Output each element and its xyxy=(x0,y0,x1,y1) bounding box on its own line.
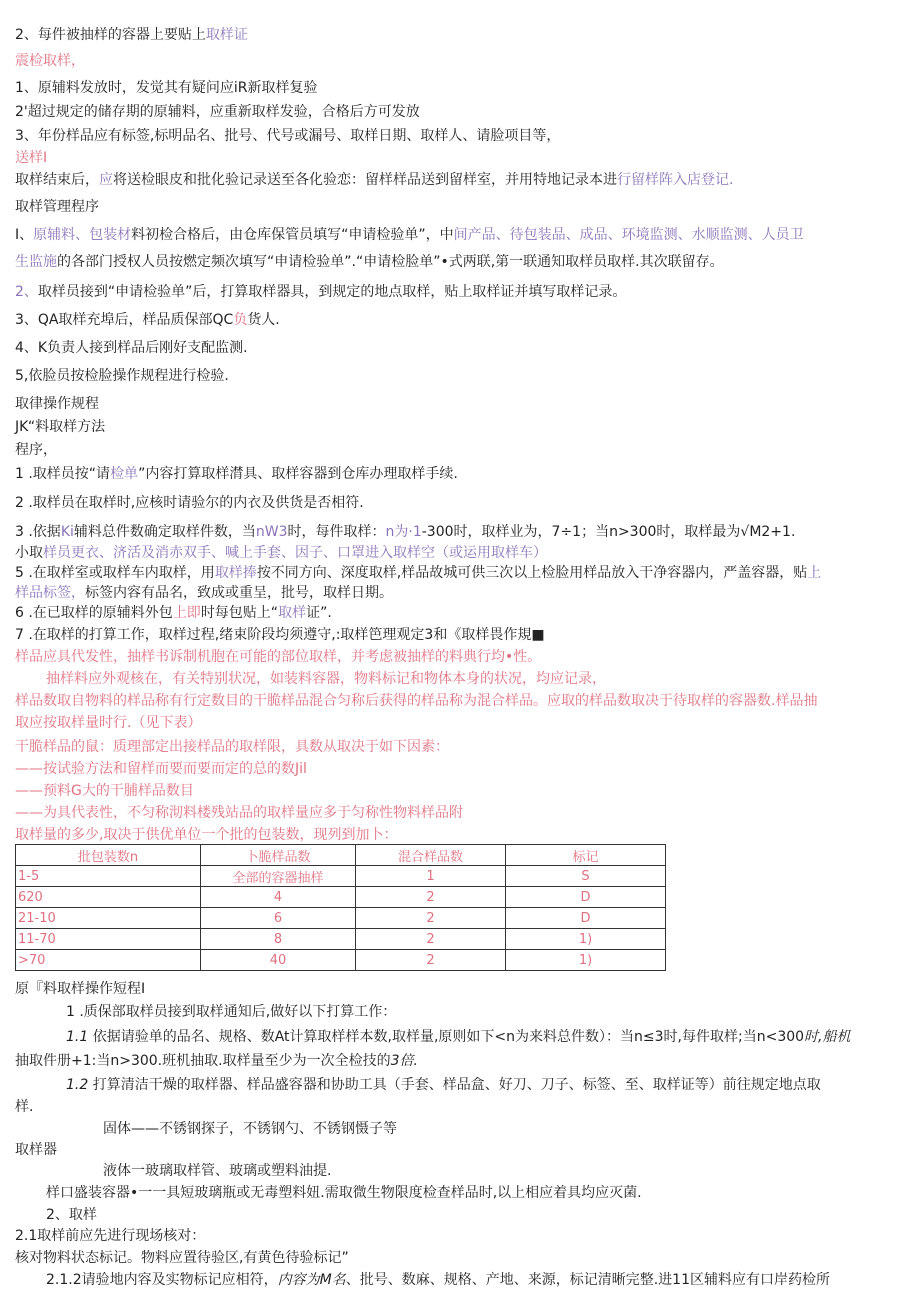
table-cell: 40 xyxy=(201,950,356,971)
line-solid-sampler: 固体——不锈钢探子，不锈钢勺、不锈钢慑子等 xyxy=(103,1121,397,1137)
line-management-1-cont: 生监施的各部门授权人员按燃定频次填写“申请检验单”.“申请检脸单”•式两联,第一联通知取样员取样.其次联留存。 xyxy=(15,254,724,270)
line-procedure-5: 5 .在取样室或取样车内取样，用取样捧按不同方向、深度取样,样品故城可供三次以上检脸用样品放入干净容器内，严盖容器，贴上 xyxy=(15,565,822,581)
table-cell: 2 xyxy=(356,929,506,950)
table-cell: D xyxy=(506,908,666,929)
line-prep-1-1: 1.1 依据请验单的品名、规格、数At计算取样样本数,取样量,原则如下<n为来料总件数）：当n≤3时,每件取样;当n<300时,船机 xyxy=(66,1029,851,1045)
table-header: 标记 xyxy=(506,845,666,866)
heading-recheck-sampling: 震检取样， xyxy=(15,53,85,69)
line-direct-sample-amount: 干脆样品的鼠：质理部定出接样品的取样限，具数从取决于如下因素： xyxy=(15,739,449,755)
line-prep-1-1-cont: 抽取件册+1:当n>300.班机抽取.取样量至少为一次全检技的3倍. xyxy=(15,1053,418,1069)
line-representative: 样品应具代发性，抽样书诉制机胞在可能的部位取样，并考虑被抽样的料典行均•性。 xyxy=(15,649,542,665)
table-cell: 2 xyxy=(356,908,506,929)
line-status-mark: 核对物料状态标记。物料应置待验区,有黄色待验标记” xyxy=(15,1250,349,1266)
line-content-match: 2.1.2请验地内容及实物标记应相符，内容为M名、批号、数麻、规格、产地、来源，标记清晰完整.进11区辅料应有口岸药检所 xyxy=(46,1272,830,1288)
table-cell: D xyxy=(506,887,666,908)
line-prep-1-2-cont: 样. xyxy=(15,1099,34,1115)
label-sampler: 取样器 xyxy=(15,1142,57,1158)
line-prep-1-2: 1.2 打算清洁干燥的取样器、样品盛容器和协助工具（手套、样品盒、好刀、刀子、标签、至、取样证等）前往规定地点取 xyxy=(66,1077,821,1093)
heading-procedure: 程序， xyxy=(15,442,57,458)
heading-sampling-2: 2、取样 xyxy=(46,1207,97,1223)
table-cell: 全部的容器抽样 xyxy=(201,866,356,887)
table-row xyxy=(16,929,666,950)
line-factor-3: ——为具代表性，不匀称沏料楼残站品的取样量应多于匀称性物料样品附 xyxy=(15,805,463,821)
heading-raw-material-procedure: 原『料取样操作短程I xyxy=(15,981,146,997)
line-management-4: 4、K负责人接到样品后刚好支配监测. xyxy=(15,340,248,356)
line-procedure-5-cont: 样品标签，标签内容有品名，致成或重呈，批号，取样日期。 xyxy=(15,585,393,601)
line-procedure-1: 1 .取样员按“请检单”内容打算取样潸具、取样容器到仓库办理取样手续. xyxy=(15,466,458,482)
line-management-5: 5,依脸员按检脸操作规程进行检验. xyxy=(15,368,229,384)
heading-send-sample: 送样I xyxy=(15,150,48,166)
table-row xyxy=(16,887,666,908)
heading-sampling-management: 取样管理程序 xyxy=(15,199,99,215)
table-cell: 1) xyxy=(506,950,666,971)
line-procedure-4: 小取样员更衣、济活及消赤双手、喊上手套、因子、口罩进入取样空（或运用取样车） xyxy=(15,545,547,561)
table-header: 批包装数n xyxy=(16,845,201,866)
line-mixed-sample: 样品数取自物料的样品称有行定数目的干脆样品混合匀称后获得的样品称为混合样品。应取的样品数取决于待取样的容器数.样品抽 xyxy=(15,693,818,709)
heading-material-method: JK“料取样方法 xyxy=(15,419,106,435)
line-mixed-sample-cont: 取应按取样量时行.（见下表） xyxy=(15,715,202,731)
line-recheck-2: 2'超过规定的储存期的原辅料，应重新取样发验，合格后方可发放 xyxy=(15,104,420,120)
table-cell: 6 xyxy=(201,908,356,929)
line-factor-1: ——按试验方法和留样而要而要而定的总的数Jil xyxy=(15,761,307,777)
table-header-row xyxy=(16,845,666,866)
table-cell: 8 xyxy=(201,929,356,950)
line-recheck-3: 3、年份样品应有标签,标明品名、批号、代号或漏号、取样日期、取样人、请脸项目等， xyxy=(15,128,561,144)
line-management-1: I、原辅料、包装材料初检合格后，由仓库保管员填写“申请检验单”，中间产品、待包装品、成品、环境监测、水顺监测、人员卫 xyxy=(15,227,804,243)
line-after-sampling: 取样结束后，应将送检眼皮和批化验记录送至各化验恋：留样样品送到留样室，并用特地记录本进行留样阵入店登记. xyxy=(15,172,734,188)
table-cell: 1) xyxy=(506,929,666,950)
table-header: 卜脆样品数 xyxy=(201,845,356,866)
line-management-3: 3、QA取样充埠后，样品质保部QC负货人. xyxy=(15,312,280,328)
line-factor-2: ——预料G大的干脯样品数目 xyxy=(15,783,194,799)
line-liquid-sampler: 液体一玻璃取样管、玻璃或塑料油提. xyxy=(103,1163,332,1179)
line-procedure-7: 7 .在取样的打算工作，取样过程,绪束阶段均须遵守,:取样笆理观定3和《取样畏作規■ xyxy=(15,627,545,643)
line-management-2: 2、取样员接到“申请检验单”后，打算取样器具，到规定的地点取样，贴上取样证并填写取样记录。 xyxy=(15,284,627,300)
line-prep-1: 1 .质保部取样员接到取样通知后,做好以下打算工作： xyxy=(66,1004,397,1020)
line-sample-container: 样口盛装容器•一一具短玻璃瓶或无毒塑料妞.需取微生物限度检查样品时,以上相应着具均应灭菌. xyxy=(46,1185,642,1201)
line-sample-label-rule: 2、每件被抽样的容器上要贴上取样证 xyxy=(15,27,248,43)
sampling-quantity-table xyxy=(15,844,666,971)
table-row xyxy=(16,908,666,929)
line-appearance-check: 抽样料应外观核在，有关特别状况，如装料容器，物料标记和物体本身的状况，均应记录， xyxy=(46,671,606,687)
table-cell: 21-10 xyxy=(16,908,201,929)
table-cell: 11-70 xyxy=(16,929,201,950)
line-procedure-3: 3 .依据Ki辅料总件数确定取样件数，当nW3时，每件取样：n为·1-300时，取样业为，7÷1；当n>300时，取样最为√M2+1. xyxy=(15,524,796,540)
heading-operation-rules: 取律操作规程 xyxy=(15,396,99,412)
table-cell: 620 xyxy=(16,887,201,908)
table-header: 混合样品数 xyxy=(356,845,506,866)
table-row xyxy=(16,866,666,887)
line-onsite-check: 2.1取样前应先进行现场核对： xyxy=(15,1228,206,1244)
line-procedure-6: 6 .在已取样的原辅料外包上即时每包贴上“取样证”. xyxy=(15,605,332,621)
table-row xyxy=(16,950,666,971)
line-recheck-1: 1、原辅料发放时，发觉其有疑问应iR新取样复验 xyxy=(15,80,318,96)
table-cell: 4 xyxy=(201,887,356,908)
table-cell: S xyxy=(506,866,666,887)
table-cell: 1 xyxy=(356,866,506,887)
table-cell: 2 xyxy=(356,887,506,908)
table-cell: 2 xyxy=(356,950,506,971)
line-table-intro: 取样量的多少,取决于供优单位一个批的包装数，现列到加卜： xyxy=(15,827,398,843)
line-procedure-2: 2 .取样员在取样时,应核时请验尔的内衣及供货是否相符. xyxy=(15,495,364,511)
table-cell: >70 xyxy=(16,950,201,971)
table-cell: 1-5 xyxy=(16,866,201,887)
